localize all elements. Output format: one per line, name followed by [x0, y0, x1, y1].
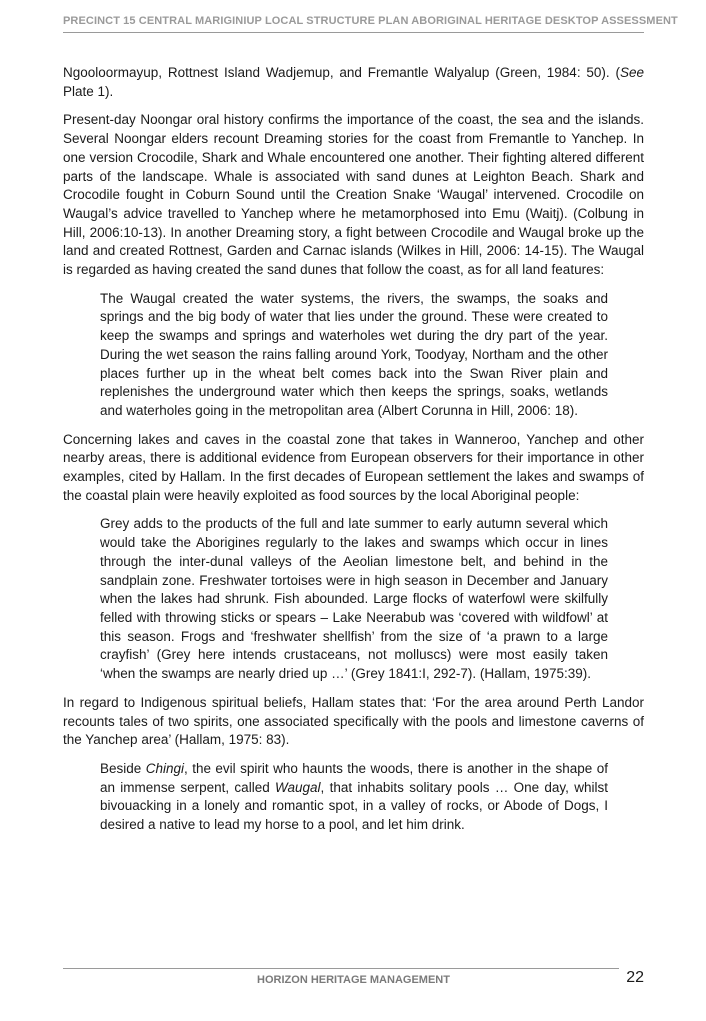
block-quote-1-text: The Waugal created the water systems, the rivers, the swamps, the soaks and springs and the big body of water that lies under the ground. These were created to keep the swamps and springs and waterholes wet during the dry part of the year. During the wet season the rains falling around York, Toodyay, Northam and the other places further up in the wheat belt comes back into the Swan River plain and replenishes the underground water which then keeps the springs, soaks, wetlands and waterholes going in the metropolitan area (Albert Corunna in Hill, 2006: 18). [100, 290, 608, 418]
block-quote-2-text: Grey adds to the products of the full and late summer to early autumn several which would take the Aborigines regularly to the lakes and swamps which occur in lines through the inter-dunal valleys of the Aeolian limestone belt, and behind in the sandplain zone. Freshwater tortoises were in high season in December and January when the lakes had shrunk. Fish abounded. Large flocks of waterfowl were skilfully felled with throwing sticks or spears – Lake Neerabub was ‘covered with wildfowl’ at this season. Frogs and ‘freshwater shellfish’ from the size of ‘a prawn to a large crayfish’ (Grey here intends crustaceans, not molluscs) were most easily taken ‘when the swamps are nearly dried up …’ (Grey 1841:I, 292-7). (Hallam, 1975:39). [100, 516, 608, 682]
block-quote-3 [63, 760, 644, 835]
paragraph-1-emphasis: See [619, 65, 644, 80]
block-quote-1 [63, 290, 644, 421]
block-quote-3-emphasis-chingi: Chingi [145, 760, 185, 776]
block-quote-3-text [100, 760, 608, 835]
page-number: 22 [626, 969, 644, 986]
document-body [63, 64, 644, 845]
paragraph-2: Present-day Noongar oral history confirms the importance of the coast, the sea and the islands. Several Noongar elders recount Dreaming stories for the coast from Fremantle to Yanchep. In one version Crocodile, Shark and Whale encountered one another. Their fighting altered different parts of the landscape. Whale is associated with sand dunes at Leighton Beach. Shark and Crocodile fought in Coburn Sound until the Creation Snake ‘Waugal’ intervened. Crocodile on Waugal’s advice travelled to Yanchep where he metamorphosed into Emu (Waitj). (Colbung in Hill, 2006:10-13). In another Dreaming story, a fight between Crocodile and Waugal broke up the land and created Rottnest, Garden and Carnac islands (Wilkes in Hill, 2006: 14-15). The Waugal is regarded as having created the sand dunes that follow the coast, as for all land features: [63, 112, 644, 278]
block-quote-2 [63, 515, 644, 683]
block-quote-3-emphasis-waugal: Waugal [275, 779, 321, 795]
paragraph-4: In regard to Indigenous spiritual beliefs, Hallam states that: ‘For the area around Perth Landor recounts tales of two spirits, one associated specifically with the pools and limestone caverns of the Yanchep area’ (Hallam, 1975: 83). [63, 694, 644, 748]
paragraph-1-text-b: Plate 1). [63, 83, 114, 99]
block-quote-3-text-a: Beside [100, 760, 146, 776]
footer-divider [63, 968, 619, 969]
paragraph-1-text-a: Ngooloormayup, Rottnest Island Wadjemup, and Fremantle Walyalup (Green, 1984: 50). ( [63, 65, 620, 80]
block-quote-3-text-c: , that inhabits solitary pools … One day, whilst bivouacking in a lonely and romantic spot, in a valley of rocks, or Abode of Dogs, I desired a native to lead my horse to a pool, and let him drink. [100, 779, 608, 833]
block-quote-3-text-b: , the evil spirit who haunts the woods, there is another in the shape of an immense serpent, called [100, 760, 609, 795]
running-header: PRECINCT 15 CENTRAL MARIGINIUP LOCAL STRUCTURE PLAN ABORIGINAL HERITAGE DESKTOP ASSESSMENT [63, 15, 678, 27]
paragraph-3: Concerning lakes and caves in the coastal zone that takes in Wanneroo, Yanchep and other nearby areas, there is additional evidence from European observers for their importance in other examples, cited by Hallam. In the first decades of European settlement the lakes and swamps of the coastal plain were heavily exploited as food sources by the local Aboriginal people: [63, 431, 644, 503]
header-divider [63, 32, 644, 33]
paragraph-1 [63, 64, 644, 101]
running-footer: HORIZON HERITAGE MANAGEMENT [257, 974, 450, 986]
